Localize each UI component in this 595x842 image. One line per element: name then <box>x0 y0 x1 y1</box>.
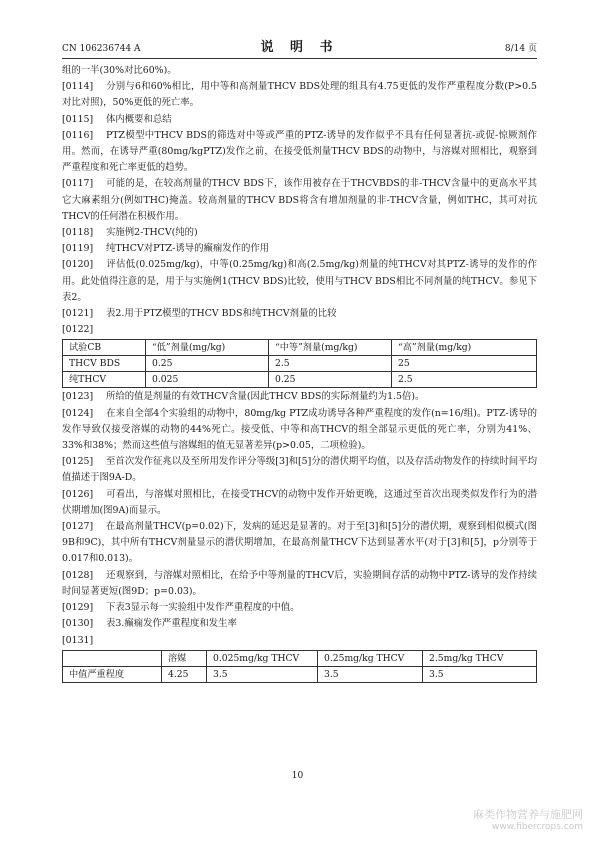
table-header-row <box>63 340 537 356</box>
paragraph-0124 <box>62 406 537 455</box>
paragraph-number: [0125] <box>62 456 94 468</box>
paragraph-text: 还观察到，与溶媒对照相比，在给予中等剂量的THCV后，实验期间存活的动物中PTZ-诱导的发作持续时间显著更短(图9D；p=0.03)。 <box>62 569 537 597</box>
table-cell: 纯THCV <box>63 372 146 388</box>
table-cell: 3.5 <box>318 666 423 682</box>
paragraph-text: 下表3显示每一实验组中发作严重程度的中值。 <box>106 602 300 614</box>
paragraph-0130 <box>62 616 537 632</box>
table-header-row <box>63 650 537 666</box>
paragraph-0120 <box>62 257 537 306</box>
paragraph-0131 <box>62 633 537 649</box>
paragraph-number: [0119] <box>62 243 94 255</box>
table-cell: 中值严重程度 <box>63 666 162 682</box>
paragraph-number: [0115] <box>62 113 94 125</box>
paragraph-0129 <box>62 600 537 616</box>
paragraph-0121 <box>62 306 537 322</box>
paragraph-text: 至首次发作征兆以及至所用发作评分等级[3]和[5]分的潜伏期平均值，以及存活动物发作的持续时间平均值描述于图9A-D。 <box>62 456 537 484</box>
table-caption: 表3.癫痫发作严重程度和发生率 <box>106 618 237 630</box>
paragraph-number: [0129] <box>62 602 94 614</box>
table-header-cell: 2.5mg/kg THCV <box>423 650 537 666</box>
paragraph-0126 <box>62 487 537 519</box>
paragraph-number: [0131] <box>62 634 94 646</box>
table-cell: 4.25 <box>162 666 207 682</box>
table-caption: 表2.用于PTZ模型的THCV BDS和纯THCV剂量的比较 <box>106 308 337 320</box>
paragraph-0122 <box>62 322 537 338</box>
paragraph-number: [0114] <box>62 81 94 93</box>
table-header-cell: 试验CB <box>63 340 146 356</box>
document-type-title: 说 明 书 <box>260 40 339 55</box>
watermark <box>473 808 583 834</box>
watermark-text: 麻类作物营养与施肥网 <box>473 808 583 821</box>
table-row <box>63 666 537 682</box>
paragraph-0118 <box>62 225 537 241</box>
page-header <box>62 36 537 59</box>
table-header-cell: “高”剂量(mg/kg) <box>392 340 537 356</box>
paragraph-0117 <box>62 176 537 225</box>
table-cell: THCV BDS <box>63 356 146 372</box>
table-cell: 0.25 <box>269 372 392 388</box>
paragraph-number: [0118] <box>62 227 94 239</box>
table-header-cell <box>63 650 162 666</box>
table-cell: 2.5 <box>269 356 392 372</box>
table-cell: 3.5 <box>207 666 318 682</box>
paragraph-text: 可看出，与溶媒对照相比，在接受THCV的动物中发作开始更晚，这通过至首次出现类似发作行为的潜伏期增加(图9A)而显示。 <box>62 488 537 516</box>
table-header-cell: “低”剂量(mg/kg) <box>146 340 269 356</box>
paragraph-0116 <box>62 128 537 177</box>
document-body <box>62 63 537 684</box>
paragraph-text: 在来自全部4个实验组的动物中，80mg/kg PTZ成功诱导各种严重程度的发作(n=16/组)。PTZ-诱导的发作导致仅接受溶媒的动物的44%死亡。接受低、中等和高THCV的组全部显示更低的死亡率，分别为41%、33%和38%；然而这些值与溶媒组的值无显著差异(p>0.05，二项检验)。 <box>62 407 537 452</box>
paragraph-text: 分别与6和60%相比，用中等和高剂量THCV BDS处理的组具有4.75更低的发作严重程度分数(P>0.5对比对照)，50%更低的死亡率。 <box>62 81 537 109</box>
seizure-severity-table <box>62 650 537 683</box>
paragraph-0119 <box>62 241 537 257</box>
paragraph-text: 评估低(0.025mg/kg)，中等(0.25mg/kg)和高(2.5mg/kg)剂量的纯THCV对其PTZ-诱导的发作的作用。此处值得注意的是，用于与实施例1(THCV BDS)比较，使用与THCV BDS相比不同剂量的纯THCV。参见下表2。 <box>62 259 537 303</box>
paragraph-number: [0122] <box>62 324 94 336</box>
paragraph-text: PTZ模型中THCV BDS的筛选对中等或严重的PTZ-诱导的发作似乎不具有任何显著抗-或促-惊厥剂作用。然而，在诱导严重(80mg/kgPTZ)发作之前，在接受低剂量THCV BDS的动物中，与溶媒对照相比，观察到严重程度和死亡率更低的趋势。 <box>62 129 537 174</box>
paragraph-number: [0117] <box>62 178 94 190</box>
paragraph-text: 在最高剂量THCV(p=0.02)下，发病的延迟是显著的。对于至[3]和[5]分的潜伏期，观察到相似模式(图9B和9C)，其中所有THCV剂量显示的潜伏期增加，在最高剂量THCV下达到显著水平(对于[3]和[5]，p分别等于0.017和0.013)。 <box>62 521 537 565</box>
table-cell: 3.5 <box>423 666 537 682</box>
dose-comparison-table <box>62 339 537 388</box>
paragraph-number: [0120] <box>62 259 94 271</box>
paragraph-number: [0116] <box>62 129 94 141</box>
paragraph-number: [0121] <box>62 308 94 320</box>
paragraph-continuation: 组的一半(30%对比60%)。 <box>62 65 177 76</box>
page-number: 10 <box>291 771 304 781</box>
paragraph-text: 可能的是，在较高剂量的THCV BDS下，该作用被存在于THCVBDS的非-THCV含量中的更高水平其它大麻素组分(例如THC)掩盖。较高剂量的THCV BDS将含有增加剂量的非-THCV含量，例如THC，其可对抗THCV的任何潜在积极作用。 <box>62 178 537 222</box>
section-heading: 纯THCV对PTZ-诱导的癫痫发作的作用 <box>106 243 270 255</box>
paragraph-0115 <box>62 112 537 128</box>
paragraph-number: [0128] <box>62 569 94 581</box>
table-header-cell: 溶媒 <box>162 650 207 666</box>
paragraph-number: [0130] <box>62 618 94 630</box>
table-row <box>63 372 537 388</box>
section-heading: 实施例2-THCV(纯的) <box>106 227 198 239</box>
paragraph-number: [0127] <box>62 521 94 533</box>
table-header-cell: “中等”剂量(mg/kg) <box>269 340 392 356</box>
table-row <box>63 356 537 372</box>
table-header-cell: 0.25mg/kg THCV <box>318 650 423 666</box>
table-cell: 25 <box>392 356 537 372</box>
paragraph-number: [0123] <box>62 391 94 403</box>
table-header-cell: 0.025mg/kg THCV <box>207 650 318 666</box>
watermark-url: www.fibercrops.com <box>492 822 583 832</box>
paragraph-text: 所给的值是剂量的有效THCV含量(因此THCV BDS的实际剂量约为1.5倍)。 <box>106 391 425 403</box>
paragraph-0114 <box>62 79 537 111</box>
paragraph-0125 <box>62 454 537 486</box>
table-cell: 0.025 <box>146 372 269 388</box>
paragraph-number: [0124] <box>62 407 94 419</box>
page-indicator: 8/14 页 <box>504 44 537 54</box>
paragraph-0123 <box>62 389 537 405</box>
table-cell: 0.25 <box>146 356 269 372</box>
patent-number: CN 106236744 A <box>62 44 141 54</box>
paragraph-0128 <box>62 568 537 600</box>
paragraph-0127 <box>62 519 537 568</box>
paragraph-number: [0126] <box>62 488 94 500</box>
table-cell: 2.5 <box>392 372 537 388</box>
section-heading: 体内概要和总结 <box>106 113 172 125</box>
